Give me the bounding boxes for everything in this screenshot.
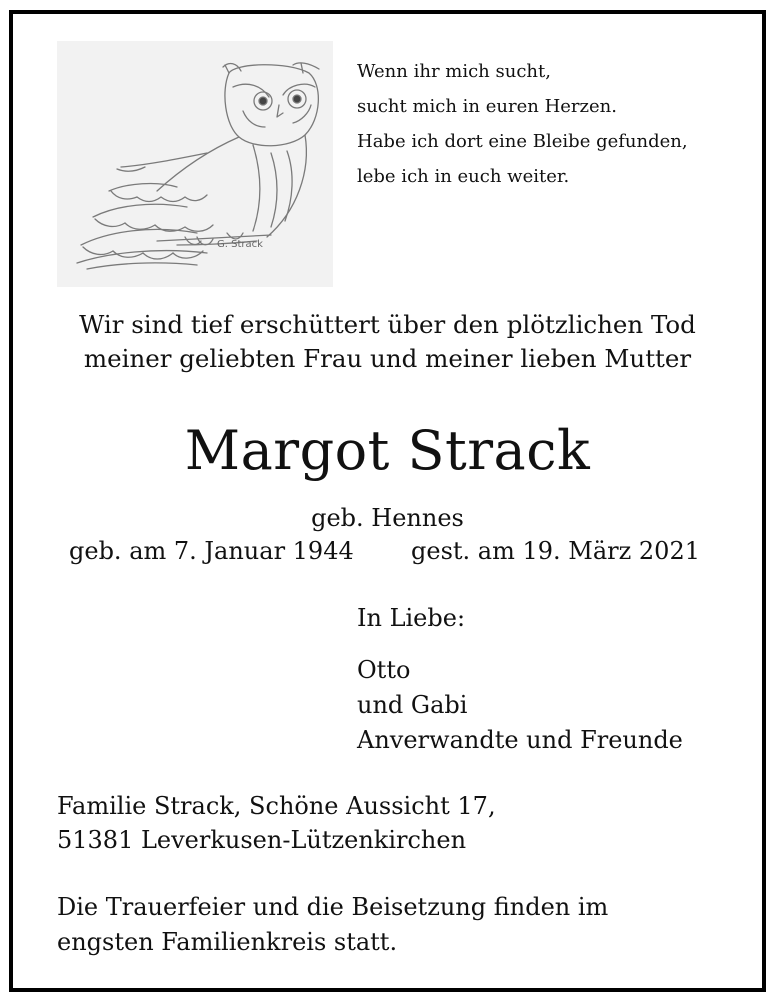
owl-drawing [57, 41, 333, 287]
intro-line: meiner geliebten Frau und meiner lieben Mutter [83, 344, 692, 373]
mourner-name: und Gabi [357, 691, 468, 719]
family-address [57, 789, 496, 857]
poem-line: Habe ich dort eine Bleibe gefunden, [357, 131, 688, 152]
intro-line: Wir sind tief erschüttert über den plötzlichen Tod [79, 310, 696, 339]
notice-line: engsten Familienkreis statt. [57, 928, 398, 956]
address-line: Familie Strack, Schöne Aussicht 17, [57, 792, 496, 820]
poem [357, 54, 688, 194]
intro-text [13, 308, 762, 376]
funeral-notice [57, 890, 608, 960]
obituary-frame [9, 10, 766, 992]
birth-date: geb. am 7. Januar 1944 [69, 537, 354, 565]
mourners-list [357, 653, 683, 758]
poem-line: lebe ich in euch weiter. [357, 166, 570, 187]
mourner-name: Anverwandte und Freunde [357, 726, 683, 754]
birth-name: geb. Hennes [311, 504, 464, 532]
owl-signature: G. Strack [217, 239, 263, 250]
mourner-name: Otto [357, 656, 411, 684]
owl-illustration-icon [57, 41, 333, 287]
notice-line: Die Trauerfeier und die Beisetzung finden im [57, 893, 609, 921]
poem-line: Wenn ihr mich sucht, [357, 61, 551, 82]
mourners-label: In Liebe: [357, 604, 466, 632]
poem-line: sucht mich in euren Herzen. [357, 96, 617, 117]
deceased-name: Margot Strack [184, 419, 591, 482]
address-line: 51381 Leverkusen-Lützenkirchen [57, 826, 467, 854]
death-date: gest. am 19. März 2021 [411, 537, 700, 565]
